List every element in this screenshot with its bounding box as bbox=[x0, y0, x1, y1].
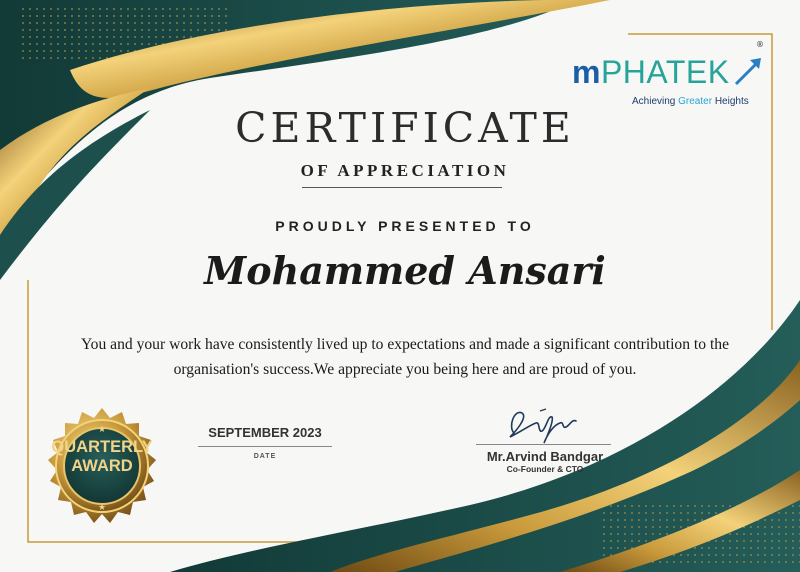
badge-text bbox=[28, 438, 176, 476]
signatory-role: Co-Founder & CTO bbox=[506, 464, 584, 474]
recipient-name: Mohammed Ansari bbox=[204, 248, 606, 293]
subtitle-underline bbox=[302, 187, 502, 188]
signature-divider bbox=[476, 444, 611, 445]
tagline-highlight: Greater bbox=[678, 96, 713, 107]
certificate-subtitle: OF APPRECIATION bbox=[300, 161, 510, 180]
presented-to-label: PROUDLY PRESENTED TO bbox=[275, 218, 535, 234]
date-divider bbox=[198, 446, 332, 447]
date-value: SEPTEMBER 2023 bbox=[208, 425, 322, 440]
certificate-title: CERTIFICATE bbox=[235, 104, 575, 152]
signature-image bbox=[500, 403, 580, 445]
date-label: DATE bbox=[253, 453, 277, 460]
registered-mark: ® bbox=[756, 40, 764, 49]
growth-arrow-icon bbox=[732, 54, 766, 88]
logo-tagline: Achieving Greater Heights bbox=[632, 96, 749, 107]
logo-prefix: m bbox=[572, 54, 601, 90]
svg-text:★: ★ bbox=[97, 425, 107, 435]
appreciation-text: You and your work have consistently lived up to expectations and made a significant contribution to the organisation's success.We appreciate you being here and are proud of you. bbox=[80, 336, 730, 378]
company-logo bbox=[570, 40, 770, 112]
svg-text:★: ★ bbox=[97, 503, 107, 513]
logo-brand: PHATEK bbox=[600, 54, 730, 90]
badge-line-2: AWARD bbox=[71, 457, 133, 475]
badge-line-1: QUARTERLY bbox=[51, 438, 153, 456]
logo-wordmark bbox=[572, 56, 730, 88]
signatory-name: Mr.Arvind Bandgar bbox=[486, 449, 604, 464]
